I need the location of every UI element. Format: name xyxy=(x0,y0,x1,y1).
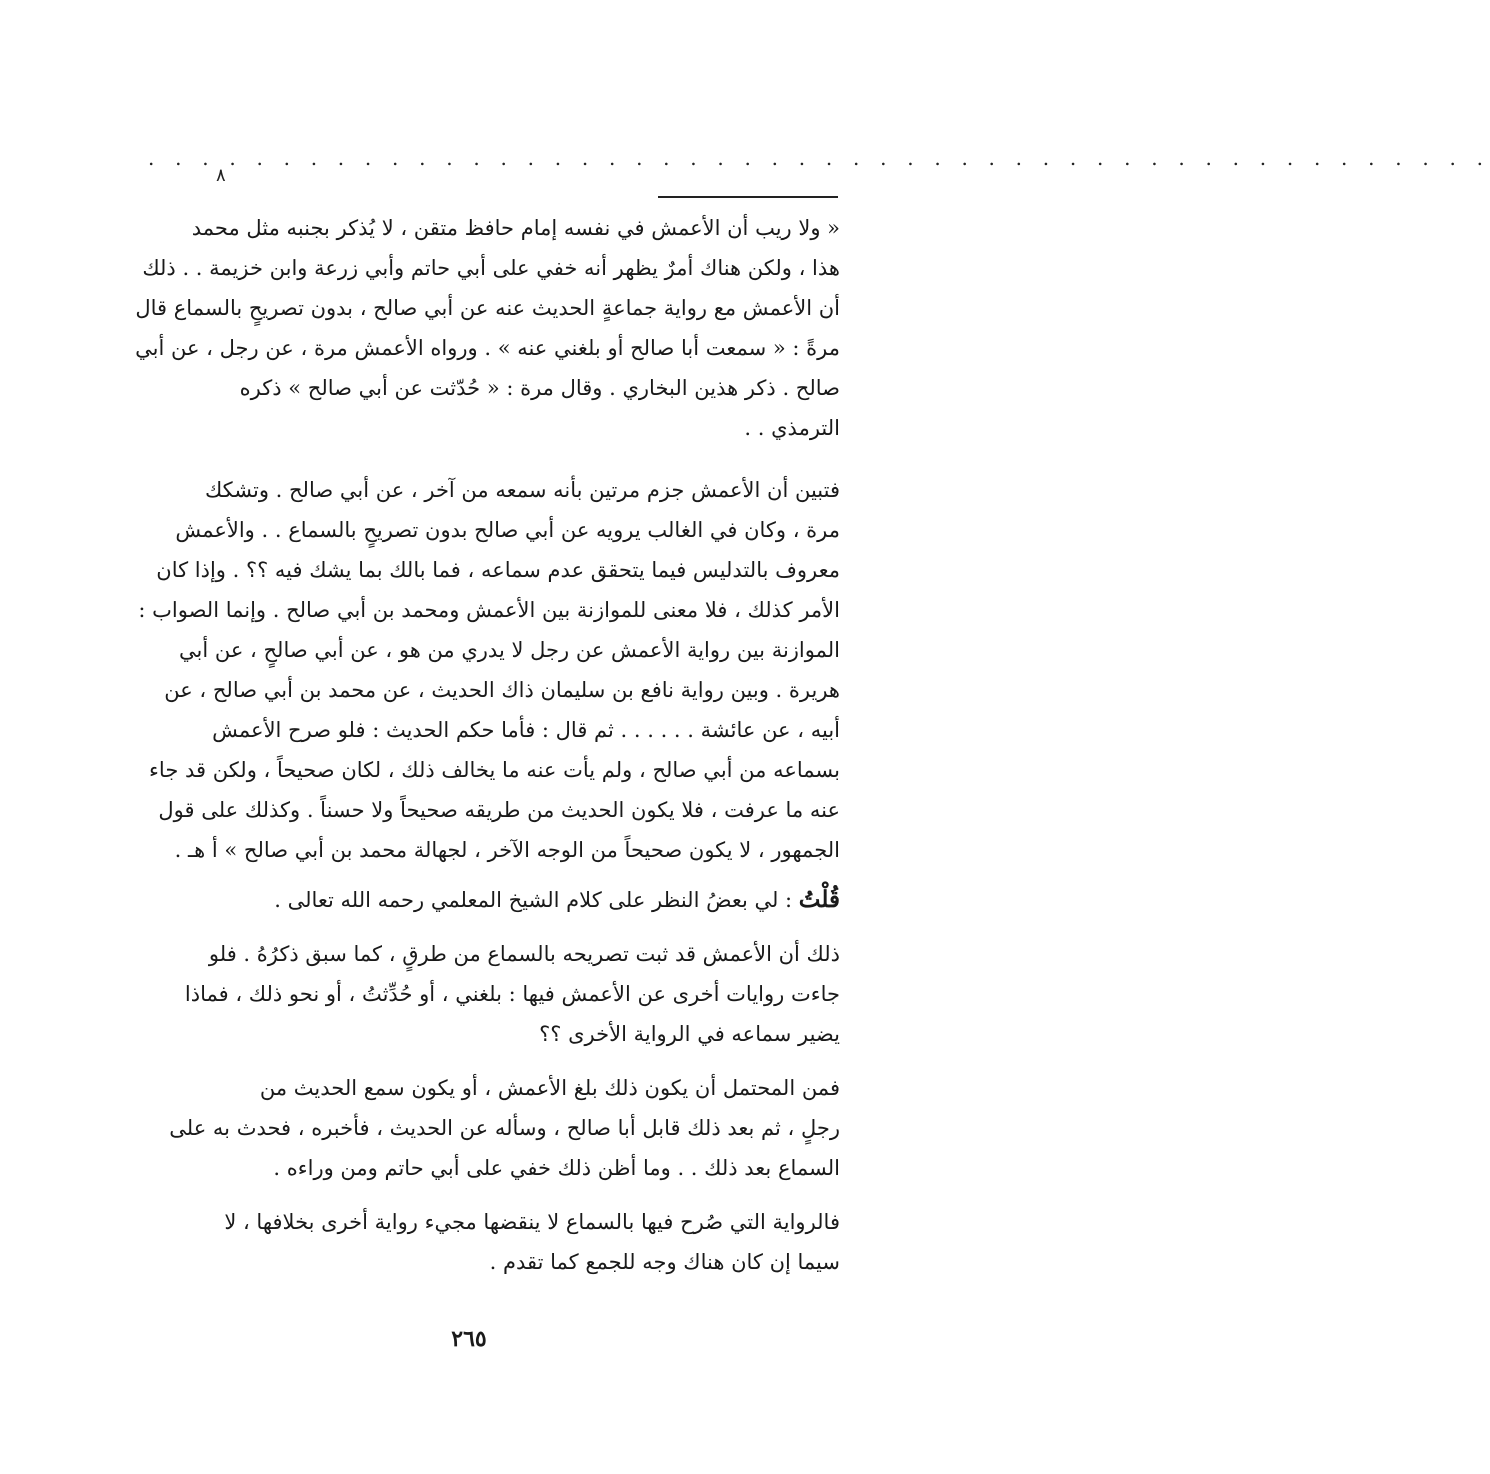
paragraph-analysis xyxy=(132,470,840,870)
paragraph-possibility xyxy=(132,1068,840,1188)
text-line: سيما إن كان هناك وجه للجمع كما تقدم . xyxy=(489,1250,840,1274)
footnote-rule xyxy=(658,196,838,198)
dotted-separator: . . . . . . . . . . . . . . . . . . . . . . . . . . . . . . . . . . . . . . . . . . . . . . . . . . xyxy=(148,146,1490,170)
text-line: يضير سماعه في الرواية الأخرى ؟؟ xyxy=(539,1022,840,1046)
text-line: فتبين أن الأعمش جزم مرتين بأنه سمعه من آخر ، عن أبي صالح . وتشكك xyxy=(204,478,840,502)
paragraph-qultu xyxy=(132,880,840,920)
qultu-lead: قُلْتُ xyxy=(798,886,840,913)
text-line: مرة ، وكان في الغالب يرويه عن أبي صالح بدون تصريحٍ بالسماع . . والأعمش xyxy=(175,518,840,542)
text-line: معروف بالتدليس فيما يتحقق عدم سماعه ، فما بالك بما يشك فيه ؟؟ . وإذا كان xyxy=(156,558,840,582)
paragraph-quote xyxy=(132,208,840,448)
text-line: عنه ما عرفت ، فلا يكون الحديث من طريقه صحيحاً ولا حسناً . وكذلك على قول xyxy=(158,798,840,822)
text-line: رجلٍ ، ثم بعد ذلك قابل أبا صالح ، وسأله عن الحديث ، فأخبره ، فحدث به على xyxy=(169,1116,840,1140)
text-line: فالرواية التي صُرح فيها بالسماع لا ينقضها مجيء رواية أخرى بخلافها ، لا xyxy=(224,1210,840,1234)
page-body xyxy=(132,208,840,1282)
paragraph-reason xyxy=(132,934,840,1054)
text-line: جاءت روايات أخرى عن الأعمش فيها : بلغني ، أو حُدِّثتُ ، أو نحو ذلك ، فماذا xyxy=(184,982,840,1006)
text-line: الجمهور ، لا يكون صحيحاً من الوجه الآخر ، لجهالة محمد بن أبي صالح » أ هـ . xyxy=(174,838,840,862)
footnote-mark: ٨ xyxy=(216,165,226,186)
text-line: فمن المحتمل أن يكون ذلك بلغ الأعمش ، أو يكون سمع الحديث من xyxy=(259,1076,840,1100)
text-line: هريرة . وبين رواية نافع بن سليمان ذاك الحديث ، عن محمد بن أبي صالح ، عن xyxy=(164,678,840,702)
text-line: بسماعه من أبي صالح ، ولم يأت عنه ما يخالف ذلك ، لكان صحيحاً ، ولكن قد جاء xyxy=(149,758,840,782)
text-line: هذا ، ولكن هناك أمرٌ يظهر أنه خفي على أبي حاتم وأبي زرعة وابن خزيمة . . ذلك xyxy=(142,256,840,280)
text-line: صالح . ذكر هذين البخاري . وقال مرة : « حُدّثت عن أبي صالح » ذكره xyxy=(239,376,840,400)
text-line: أبيه ، عن عائشة . . . . . . ثم قال : فأما حكم الحديث : فلو صرح الأعمش xyxy=(212,718,840,742)
text-line xyxy=(132,880,840,920)
text-line: الترمذي . . xyxy=(744,416,840,440)
qultu-text: : لي بعضُ النظر على كلام الشيخ المعلمي رحمه الله تعالى . xyxy=(274,888,799,912)
text-line: « ولا ريب أن الأعمش في نفسه إمام حافظ متقن ، لا يُذكر بجنبه مثل محمد xyxy=(191,216,840,240)
page-number: ٢٦٥ xyxy=(451,1326,487,1352)
text-line: مرةً : « سمعت أبا صالح أو بلغني عنه » . ورواه الأعمش مرة ، عن رجل ، عن أبي xyxy=(135,336,840,360)
text-line: الأمر كذلك ، فلا معنى للموازنة بين الأعمش ومحمد بن أبي صالح . وإنما الصواب : xyxy=(138,598,840,622)
paragraph-conclusion xyxy=(132,1202,840,1282)
text-line: أن الأعمش مع رواية جماعةٍ الحديث عنه عن أبي صالح ، بدون تصريحٍ بالسماع قال xyxy=(135,296,840,320)
text-line: ذلك أن الأعمش قد ثبت تصريحه بالسماع من طرقٍ ، كما سبق ذكرُهُ . فلو xyxy=(208,942,840,966)
text-line: السماع بعد ذلك . . وما أظن ذلك خفي على أبي حاتم ومن وراءه . xyxy=(273,1156,840,1180)
text-line: الموازنة بين رواية الأعمش عن رجل لا يدري من هو ، عن أبي صالحٍ ، عن أبي xyxy=(178,638,840,662)
